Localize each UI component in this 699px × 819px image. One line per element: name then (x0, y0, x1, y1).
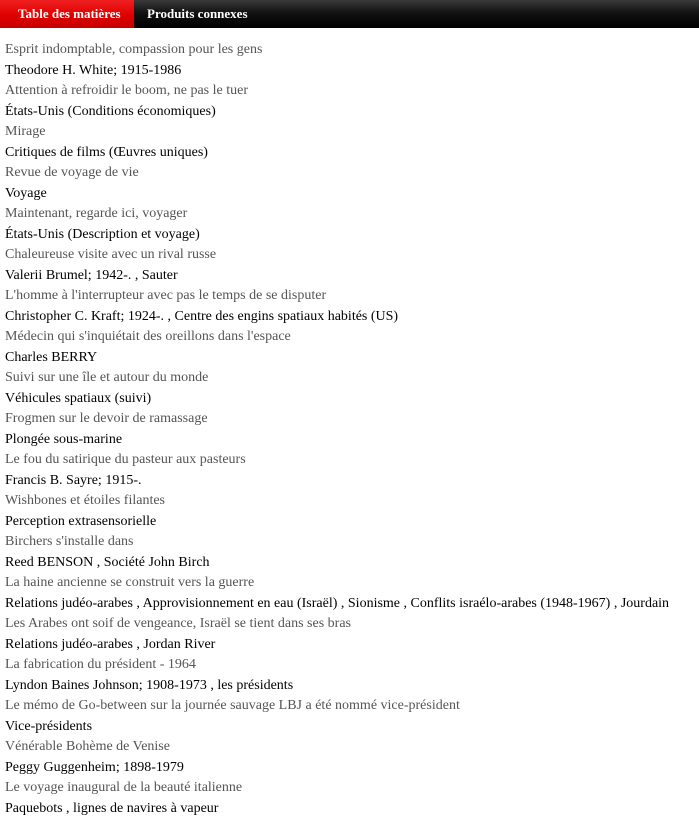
tab-bar (0, 0, 699, 28)
article-title: Birchers s'installe dans (5, 532, 699, 553)
article-title: Vénérable Bohème de Venise (5, 737, 699, 758)
article-subject: Theodore H. White; 1915-1986 (5, 61, 699, 82)
article-title: Médecin qui s'inquiétait des oreillons dans l'espace (5, 327, 699, 348)
article-title: Wishbones et étoiles filantes (5, 491, 699, 512)
article-title: Attention à refroidir le boom, ne pas le tuer (5, 81, 699, 102)
article-subject: Relations judéo-arabes , Approvisionnement en eau (Israël) , Sionisme , Conflits israélo-arabes (1948-1967) , Jourdain (5, 594, 699, 615)
article-subject: Reed BENSON , Société John Birch (5, 553, 699, 574)
article-title: Le voyage inaugural de la beauté italienne (5, 778, 699, 799)
article-title: Le fou du satirique du pasteur aux pasteurs (5, 450, 699, 471)
article-subject: Perception extrasensorielle (5, 512, 699, 533)
article-title: Les Arabes ont soif de vengeance, Israël se tient dans ses bras (5, 614, 699, 635)
tab-produits-connexes[interactable]: Produits connexes (134, 0, 260, 28)
article-title: Esprit indomptable, compassion pour les gens (5, 40, 699, 61)
article-title: Revue de voyage de vie (5, 163, 699, 184)
article-subject: États-Unis (Conditions économiques) (5, 102, 699, 123)
article-subject: Critiques de films (Œuvres uniques) (5, 143, 699, 164)
article-subject: Francis B. Sayre; 1915-. (5, 471, 699, 492)
article-subject: Voyage (5, 184, 699, 205)
article-subject: Relations judéo-arabes , Jordan River (5, 635, 699, 656)
article-title: Le mémo de Go-between sur la journée sauvage LBJ a été nommé vice-président (5, 696, 699, 717)
table-of-contents-list (5, 40, 699, 819)
article-subject: Charles BERRY (5, 348, 699, 369)
article-subject: Valerii Brumel; 1942-. , Sauter (5, 266, 699, 287)
article-title: La haine ancienne se construit vers la guerre (5, 573, 699, 594)
article-title: Maintenant, regarde ici, voyager (5, 204, 699, 225)
article-title: L'homme à l'interrupteur avec pas le temps de se disputer (5, 286, 699, 307)
article-title: Chaleureuse visite avec un rival russe (5, 245, 699, 266)
article-subject: Vice-présidents (5, 717, 699, 738)
article-title: Suivi sur une île et autour du monde (5, 368, 699, 389)
article-subject: Lyndon Baines Johnson; 1908-1973 , les présidents (5, 676, 699, 697)
article-subject: Christopher C. Kraft; 1924-. , Centre des engins spatiaux habités (US) (5, 307, 699, 328)
article-subject: Véhicules spatiaux (suivi) (5, 389, 699, 410)
tab-table-des-matieres[interactable]: Table des matières (0, 0, 134, 28)
article-subject: Paquebots , lignes de navires à vapeur (5, 799, 699, 819)
article-subject: Peggy Guggenheim; 1898-1979 (5, 758, 699, 779)
article-subject: États-Unis (Description et voyage) (5, 225, 699, 246)
article-title: Frogmen sur le devoir de ramassage (5, 409, 699, 430)
article-title: Mirage (5, 122, 699, 143)
article-subject: Plongée sous-marine (5, 430, 699, 451)
article-title: La fabrication du président - 1964 (5, 655, 699, 676)
